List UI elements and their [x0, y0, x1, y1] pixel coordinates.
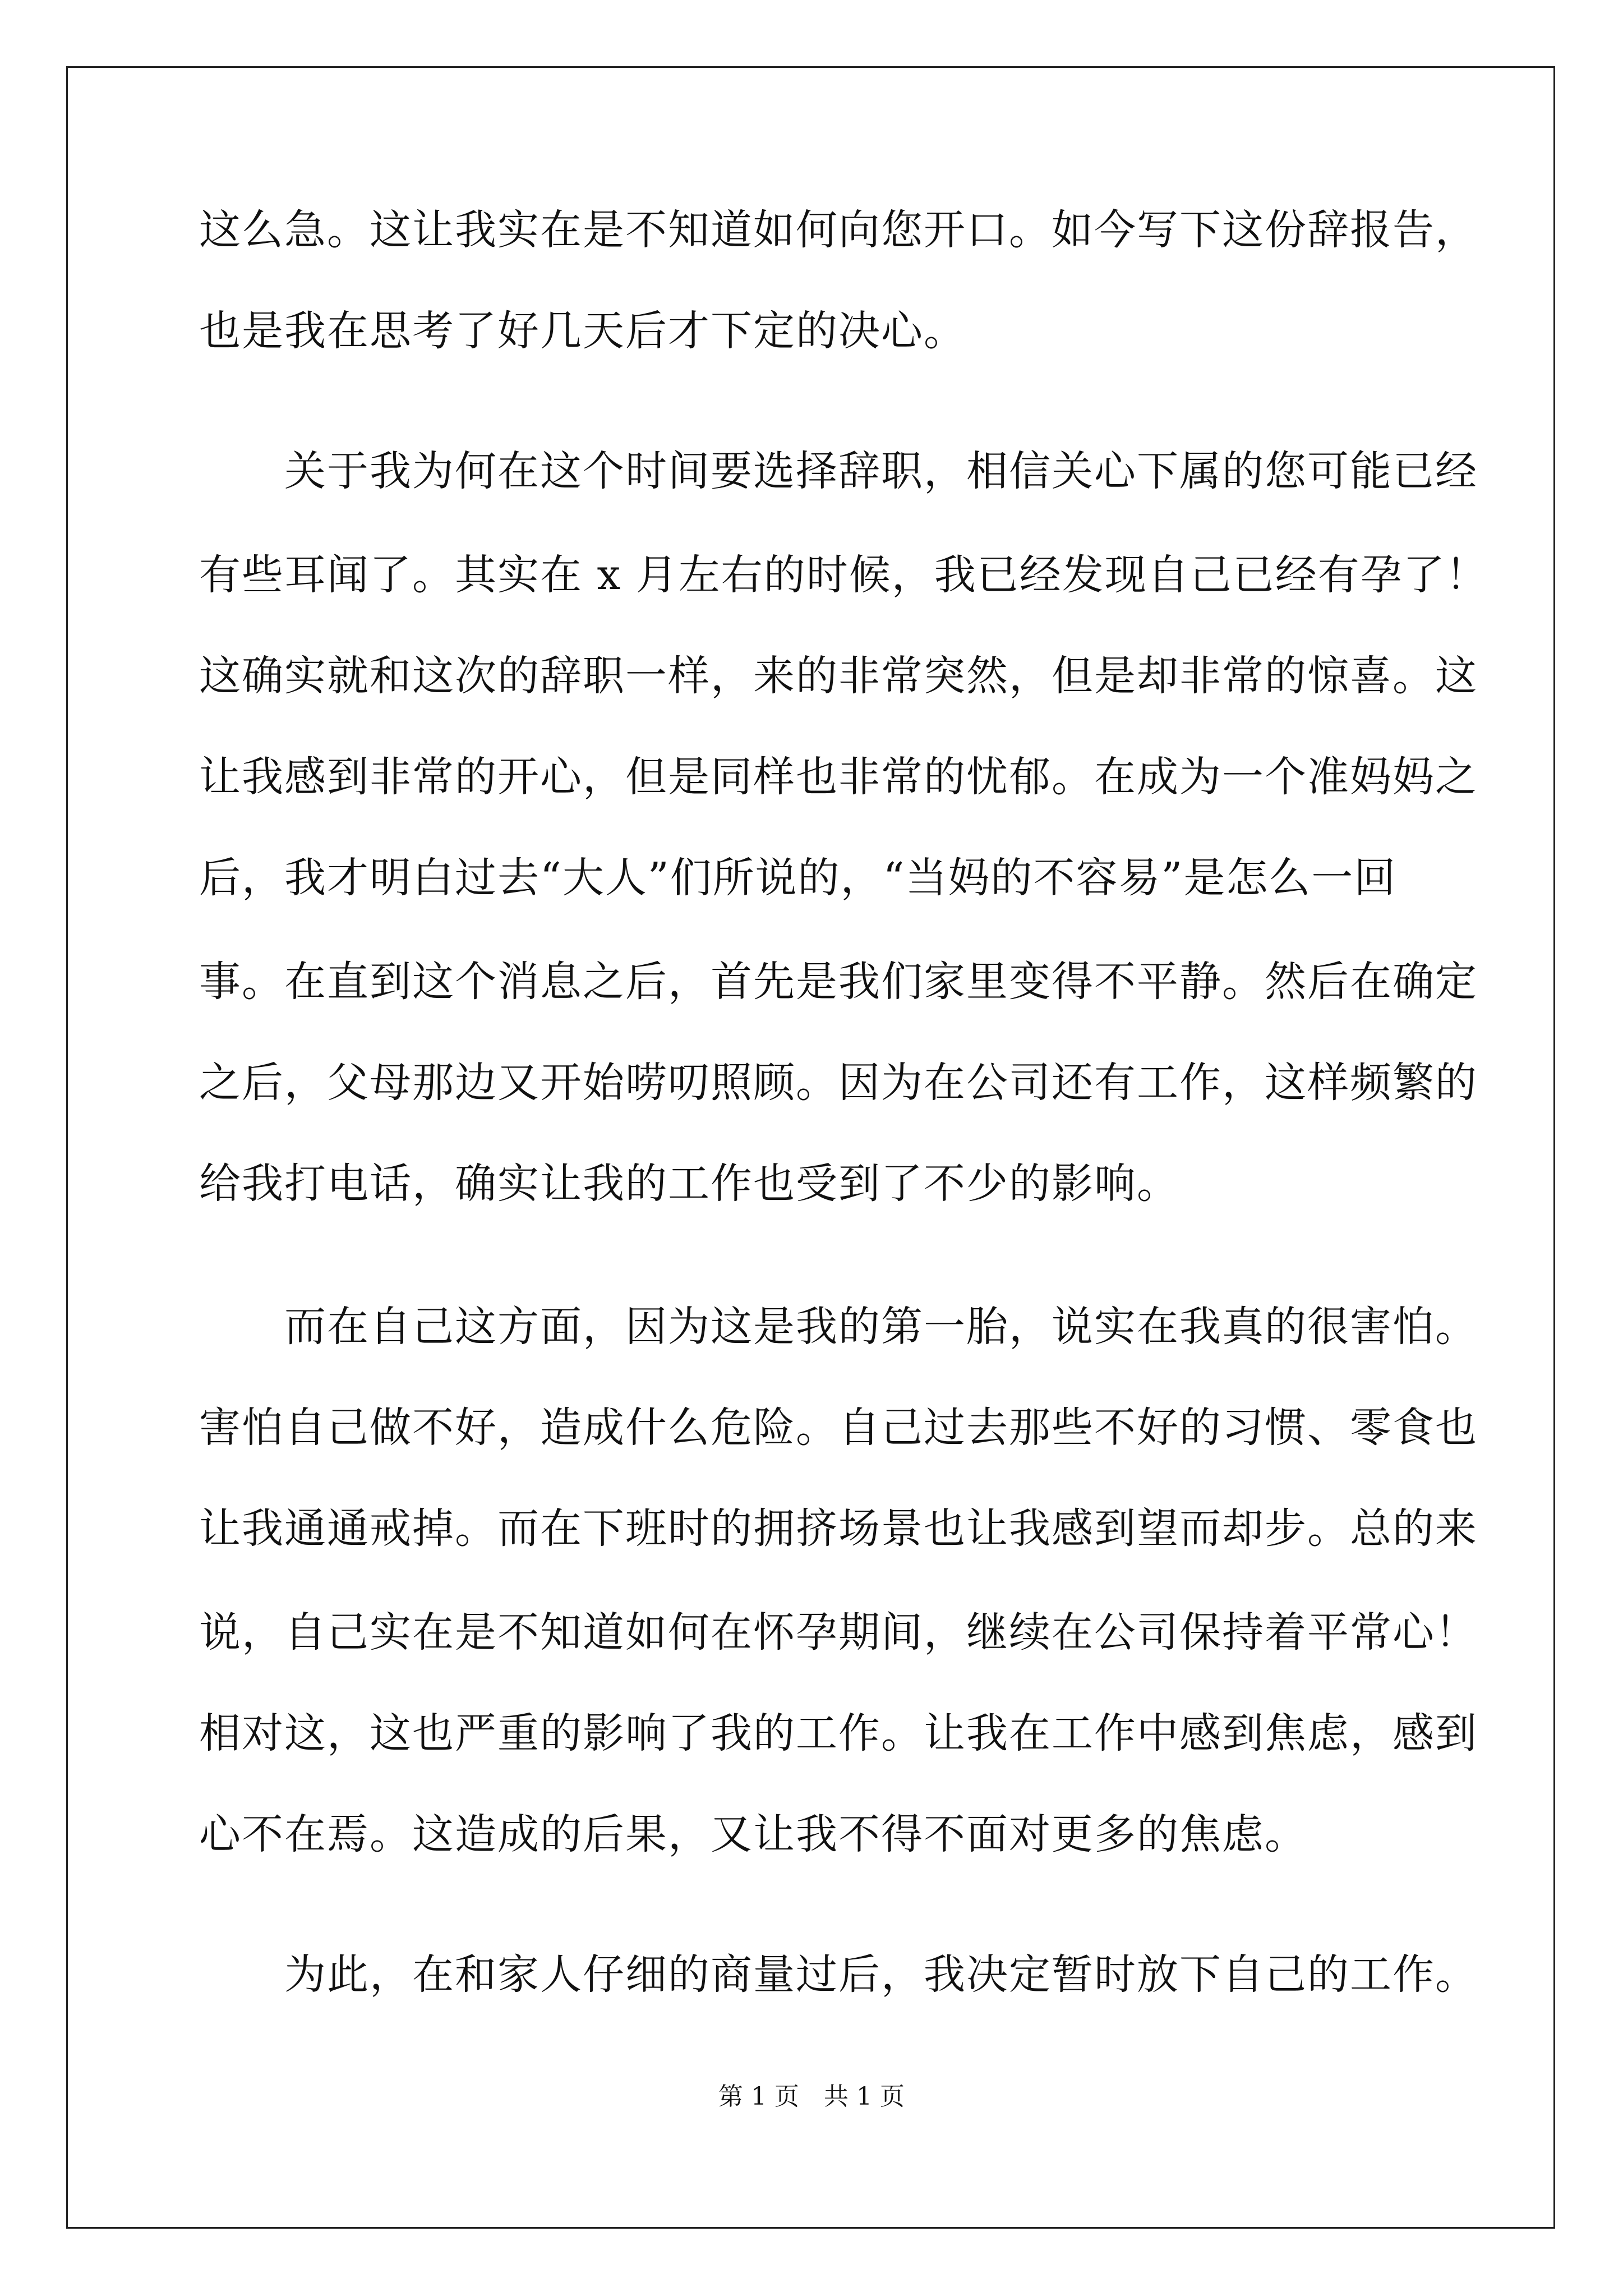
text-line: 让我感到非常的开心，但是同样也非常的忧郁。在成为一个准妈妈之 — [199, 753, 1478, 801]
text-line: 这么急。这让我实在是不知道如何向您开口。如今写下这份辞报告， — [199, 206, 1478, 254]
text-line: 给我打电话，确实让我的工作也受到了不少的影响。 — [199, 1159, 1179, 1208]
text-line: 之后，父母那边又开始唠叨照顾。因为在公司还有工作，这样频繁的 — [199, 1059, 1478, 1107]
text-line: 这确实就和这次的辞职一样，来的非常突然，但是却非常的惊喜。这 — [199, 652, 1478, 700]
text-line: 心不在焉。这造成的后果，又让我不得不面对更多的焦虑。 — [199, 1810, 1307, 1858]
page-number-footer: 第 1 页 共 1 页 — [718, 2082, 905, 2111]
text-line: 后，我才明白过去“大人”们所说的，“当妈的不容易”是怎么一回 — [199, 854, 1397, 902]
text-line: 事。在直到这个消息之后，首先是我们家里变得不平静。然后在确定 — [199, 958, 1478, 1006]
text-line: 关于我为何在这个时间要选择辞职，相信关心下属的您可能已经 — [199, 447, 1478, 495]
text-line: 害怕自己做不好，造成什么危险。自己过去那些不好的习惯、零食也 — [199, 1404, 1478, 1452]
text-line: 有些耳闻了。其实在 x 月左右的时候，我已经发现自己已经有孕了！ — [199, 551, 1488, 599]
text-line: 也是我在思考了好几天后才下定的决心。 — [199, 307, 966, 355]
text-line: 说，自己实在是不知道如何在怀孕期间，继续在公司保持着平常心！ — [199, 1608, 1478, 1657]
text-line: 为此，在和家人仔细的商量过后，我决定暂时放下自己的工作。 — [199, 1950, 1478, 1999]
text-line: 而在自己这方面，因为这是我的第一胎，说实在我真的很害怕。 — [199, 1303, 1478, 1351]
page-border — [66, 66, 1555, 2229]
text-line: 让我通通戒掉。而在下班时的拥挤场景也让我感到望而却步。总的来 — [199, 1504, 1478, 1553]
text-line: 相对这，这也严重的影响了我的工作。让我在工作中感到焦虑，感到 — [199, 1709, 1478, 1757]
